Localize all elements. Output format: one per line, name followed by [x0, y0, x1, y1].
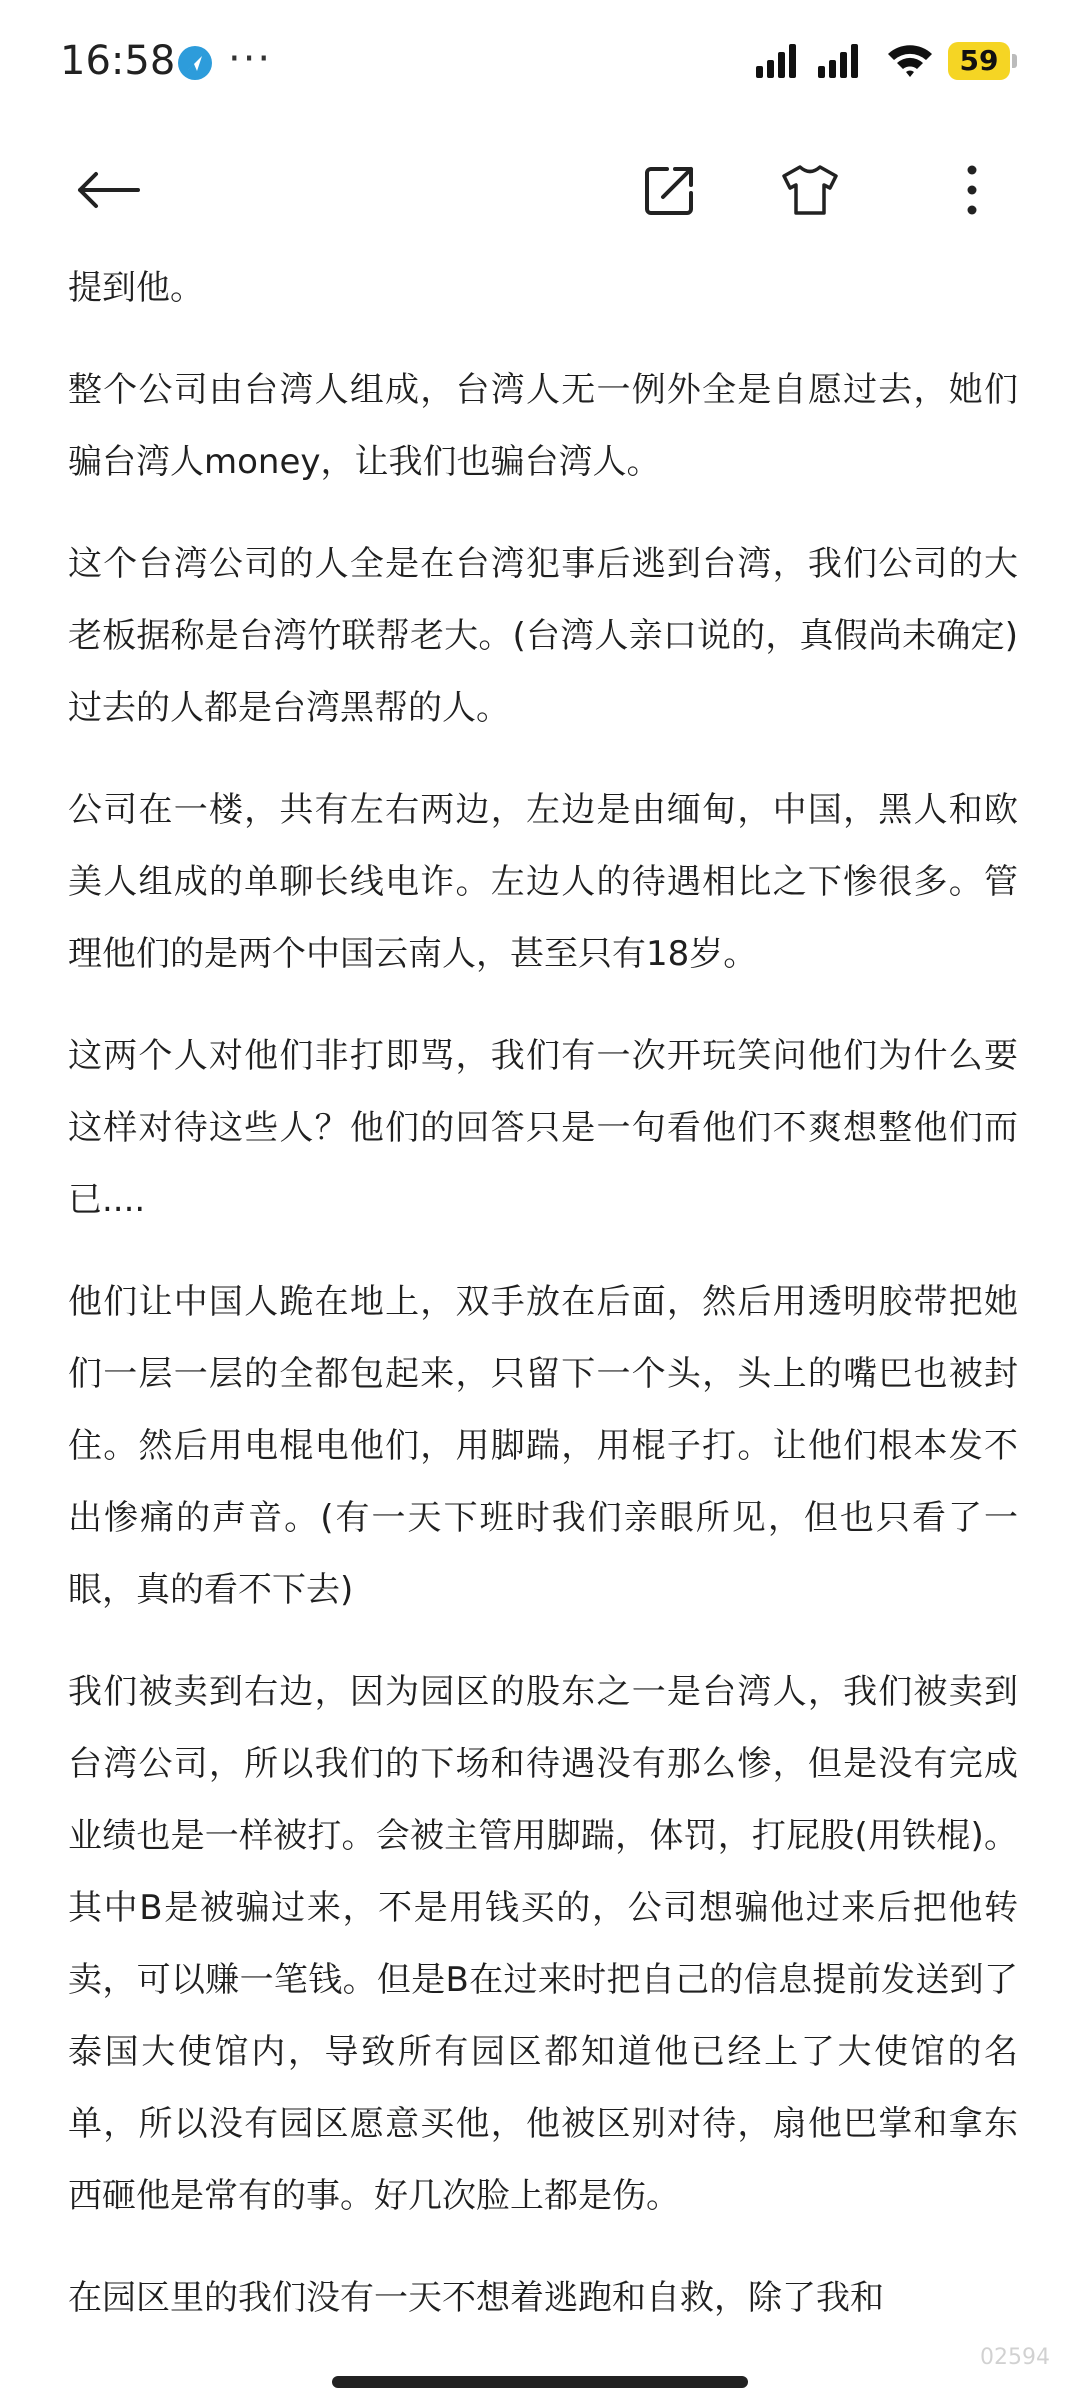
more-vertical-icon [966, 164, 978, 216]
paragraph: 公司在一楼，共有左右两边，左边是由缅甸，中国，黑人和欧美人组成的单聊长线电诈。左边人的待遇相比之下惨很多。管理他们的是两个中国云南人，甚至只有18岁。 [68, 790, 1018, 974]
paragraph: 这个台湾公司的人全是在台湾犯事后逃到台湾，我们公司的大老板据称是台湾竹联帮老大。(台湾人亲口说的，真假尚未确定)过去的人都是台湾黑帮的人。 [68, 544, 1018, 728]
share-external-icon [643, 163, 697, 217]
paragraph: 这两个人对他们非打即骂，我们有一次开玩笑问他们为什么要这样对待这些人？他们的回答只是一句看他们不爽想整他们而已.... [68, 1036, 1018, 1220]
status-more-dots: ··· [228, 36, 273, 82]
location-arrow-icon [178, 46, 212, 80]
cell-signal-2-icon [818, 44, 862, 78]
paragraph: 提到他。 [68, 268, 204, 308]
more-options-button[interactable] [932, 150, 1012, 230]
watermark: 02594 [980, 2345, 1050, 2370]
paragraph: 我们被卖到右边，因为园区的股东之一是台湾人，我们被卖到台湾公司，所以我们的下场和待遇没有那么惨，但是没有完成业绩也是一样被打。会被主管用脚踹，体罚，打屁股(用铁棍)。其中B是被骗过来，不是用钱买的，公司想骗他过来后把他转卖，可以赚一笔钱。但是B在过来时把自己的信息提前发送到了泰国大使馆内，导致所有园区都知道他已经上了大使馆的名单，所以没有园区愿意买他，他被区别对待，扇他巴掌和拿东西砸他是常有的事。好几次脸上都是伤。 [68, 1672, 1018, 2216]
cell-signal-icon [756, 44, 800, 78]
tshirt-icon [780, 164, 840, 216]
article-body [68, 252, 1018, 2364]
battery-indicator: 59 [948, 42, 1010, 80]
arrow-left-icon [76, 170, 140, 210]
paragraph: 整个公司由台湾人组成，台湾人无一例外全是自愿过去，她们骗台湾人money，让我们也骗台湾人。 [68, 370, 1018, 482]
battery-tip [1012, 54, 1017, 68]
tshirt-button[interactable] [770, 150, 850, 230]
paragraph: 在园区里的我们没有一天不想着逃跑和自救，除了我和 [68, 2278, 884, 2318]
top-toolbar [0, 130, 1080, 250]
back-button[interactable] [68, 150, 148, 230]
status-time: 16:58 [60, 38, 176, 84]
status-bar [0, 0, 1080, 130]
home-indicator[interactable] [332, 2376, 748, 2388]
paragraph: 他们让中国人跪在地上，双手放在后面，然后用透明胶带把她们一层一层的全都包起来，只留下一个头，头上的嘴巴也被封住。然后用电棍电他们，用脚踹，用棍子打。让他们根本发不出惨痛的声音。(有一天下班时我们亲眼所见，但也只看了一眼，真的看不下去) [68, 1282, 1018, 1610]
share-button[interactable] [630, 150, 710, 230]
wifi-icon [886, 40, 934, 80]
